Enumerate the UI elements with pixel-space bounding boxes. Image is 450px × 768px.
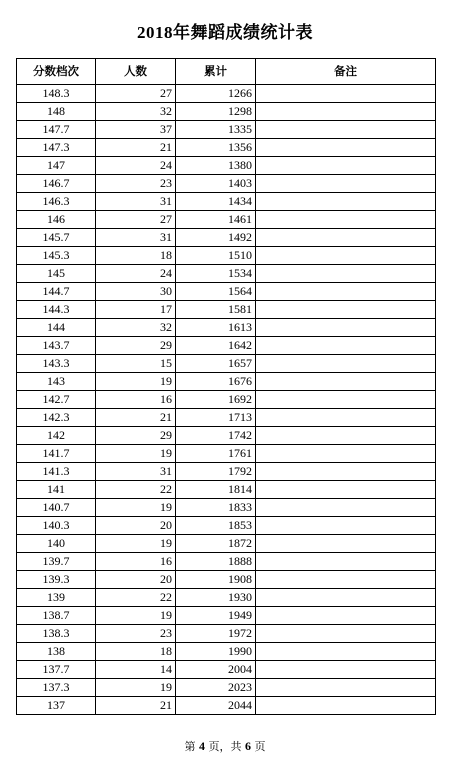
table-row (17, 121, 436, 139)
cell-count: 29 (96, 427, 176, 445)
table-row (17, 301, 436, 319)
cell-score-level: 141 (17, 481, 96, 499)
cell-remarks (256, 517, 436, 535)
cell-count: 19 (96, 607, 176, 625)
cell-score-level: 140.3 (17, 517, 96, 535)
table-row (17, 391, 436, 409)
table-row (17, 499, 436, 517)
cell-cumulative: 1510 (176, 247, 256, 265)
cell-cumulative: 1434 (176, 193, 256, 211)
cell-cumulative: 1380 (176, 157, 256, 175)
cell-score-level: 138.3 (17, 625, 96, 643)
table-row (17, 607, 436, 625)
cell-count: 18 (96, 247, 176, 265)
cell-count: 19 (96, 499, 176, 517)
cell-count: 14 (96, 661, 176, 679)
table-row (17, 517, 436, 535)
footer-total-pages: 6 (245, 739, 251, 753)
cell-score-level: 145.3 (17, 247, 96, 265)
cell-score-level: 148 (17, 103, 96, 121)
cell-cumulative: 1492 (176, 229, 256, 247)
footer-prefix: 第 (184, 740, 196, 753)
cell-cumulative: 1676 (176, 373, 256, 391)
cell-cumulative: 1792 (176, 463, 256, 481)
cell-cumulative: 1335 (176, 121, 256, 139)
cell-score-level: 143.3 (17, 355, 96, 373)
table-row (17, 175, 436, 193)
cell-remarks (256, 553, 436, 571)
cell-remarks (256, 499, 436, 517)
cell-remarks (256, 139, 436, 157)
cell-cumulative: 1814 (176, 481, 256, 499)
cell-cumulative: 1642 (176, 337, 256, 355)
table-row (17, 697, 436, 715)
cell-score-level: 147.7 (17, 121, 96, 139)
cell-count: 22 (96, 481, 176, 499)
table-row (17, 427, 436, 445)
table-row (17, 355, 436, 373)
cell-remarks (256, 157, 436, 175)
cell-cumulative: 1930 (176, 589, 256, 607)
cell-score-level: 142 (17, 427, 96, 445)
cell-cumulative: 1461 (176, 211, 256, 229)
table-row (17, 679, 436, 697)
cell-score-level: 146.7 (17, 175, 96, 193)
cell-score-level: 147 (17, 157, 96, 175)
cell-score-level: 144.3 (17, 301, 96, 319)
cell-remarks (256, 697, 436, 715)
cell-count: 16 (96, 553, 176, 571)
cell-count: 21 (96, 409, 176, 427)
cell-count: 31 (96, 229, 176, 247)
cell-cumulative: 1534 (176, 265, 256, 283)
cell-remarks (256, 373, 436, 391)
cell-score-level: 146.3 (17, 193, 96, 211)
table-row (17, 157, 436, 175)
cell-cumulative: 1742 (176, 427, 256, 445)
cell-remarks (256, 481, 436, 499)
cell-count: 21 (96, 139, 176, 157)
cell-cumulative: 1853 (176, 517, 256, 535)
cell-count: 37 (96, 121, 176, 139)
cell-score-level: 138.7 (17, 607, 96, 625)
cell-cumulative: 1990 (176, 643, 256, 661)
cell-remarks (256, 409, 436, 427)
table-row (17, 229, 436, 247)
cell-cumulative: 2004 (176, 661, 256, 679)
table-row (17, 445, 436, 463)
cell-remarks (256, 427, 436, 445)
cell-remarks (256, 571, 436, 589)
table-row (17, 103, 436, 121)
table-row (17, 463, 436, 481)
table-row (17, 553, 436, 571)
cell-score-level: 141.3 (17, 463, 96, 481)
cell-count: 22 (96, 589, 176, 607)
cell-score-level: 139 (17, 589, 96, 607)
cell-remarks (256, 319, 436, 337)
cell-remarks (256, 445, 436, 463)
cell-remarks (256, 229, 436, 247)
cell-remarks (256, 283, 436, 301)
cell-remarks (256, 193, 436, 211)
cell-count: 19 (96, 373, 176, 391)
table-row (17, 247, 436, 265)
header-score-level: 分数档次 (17, 59, 96, 85)
cell-cumulative: 1298 (176, 103, 256, 121)
footer-suffix: 页 (254, 740, 266, 753)
cell-remarks (256, 121, 436, 139)
cell-count: 17 (96, 301, 176, 319)
cell-remarks (256, 265, 436, 283)
cell-count: 23 (96, 625, 176, 643)
cell-count: 32 (96, 319, 176, 337)
table-row (17, 661, 436, 679)
header-cumulative: 累计 (176, 59, 256, 85)
cell-cumulative: 1266 (176, 85, 256, 103)
cell-count: 29 (96, 337, 176, 355)
table-row (17, 409, 436, 427)
cell-remarks (256, 679, 436, 697)
cell-count: 24 (96, 265, 176, 283)
cell-remarks (256, 85, 436, 103)
cell-count: 31 (96, 463, 176, 481)
cell-score-level: 147.3 (17, 139, 96, 157)
cell-count: 24 (96, 157, 176, 175)
cell-cumulative: 1564 (176, 283, 256, 301)
cell-cumulative: 1761 (176, 445, 256, 463)
cell-remarks (256, 661, 436, 679)
page-footer (0, 738, 450, 754)
cell-cumulative: 1833 (176, 499, 256, 517)
footer-middle: 页，共 (208, 740, 242, 753)
cell-count: 19 (96, 445, 176, 463)
table-row (17, 535, 436, 553)
cell-remarks (256, 463, 436, 481)
header-count: 人数 (96, 59, 176, 85)
cell-score-level: 143 (17, 373, 96, 391)
cell-count: 20 (96, 517, 176, 535)
table-row (17, 643, 436, 661)
table-row (17, 139, 436, 157)
table-row (17, 373, 436, 391)
cell-score-level: 139.3 (17, 571, 96, 589)
cell-remarks (256, 535, 436, 553)
cell-remarks (256, 211, 436, 229)
table-row (17, 589, 436, 607)
cell-remarks (256, 391, 436, 409)
footer-page-number: 4 (199, 739, 205, 753)
cell-count: 30 (96, 283, 176, 301)
table-row (17, 319, 436, 337)
cell-score-level: 146 (17, 211, 96, 229)
cell-count: 27 (96, 211, 176, 229)
cell-score-level: 139.7 (17, 553, 96, 571)
cell-score-level: 145 (17, 265, 96, 283)
cell-count: 31 (96, 193, 176, 211)
page-title: 2018年舞蹈成绩统计表 (137, 23, 313, 42)
table-row (17, 265, 436, 283)
cell-count: 19 (96, 679, 176, 697)
cell-cumulative: 1949 (176, 607, 256, 625)
cell-count: 16 (96, 391, 176, 409)
cell-score-level: 144 (17, 319, 96, 337)
cell-cumulative: 1713 (176, 409, 256, 427)
table-row (17, 625, 436, 643)
cell-remarks (256, 175, 436, 193)
cell-cumulative: 1888 (176, 553, 256, 571)
cell-cumulative: 2023 (176, 679, 256, 697)
cell-score-level: 140 (17, 535, 96, 553)
table-row (17, 283, 436, 301)
cell-score-level: 148.3 (17, 85, 96, 103)
cell-score-level: 145.7 (17, 229, 96, 247)
cell-remarks (256, 625, 436, 643)
cell-remarks (256, 589, 436, 607)
cell-count: 32 (96, 103, 176, 121)
cell-cumulative: 1356 (176, 139, 256, 157)
cell-remarks (256, 337, 436, 355)
cell-count: 15 (96, 355, 176, 373)
cell-score-level: 141.7 (17, 445, 96, 463)
cell-cumulative: 1972 (176, 625, 256, 643)
table-row (17, 337, 436, 355)
cell-remarks (256, 301, 436, 319)
score-table (16, 58, 436, 715)
cell-remarks (256, 643, 436, 661)
cell-cumulative: 1613 (176, 319, 256, 337)
cell-count: 20 (96, 571, 176, 589)
cell-score-level: 143.7 (17, 337, 96, 355)
cell-remarks (256, 247, 436, 265)
cell-cumulative: 2044 (176, 697, 256, 715)
header-remarks: 备注 (256, 59, 436, 85)
cell-score-level: 137 (17, 697, 96, 715)
cell-score-level: 142.7 (17, 391, 96, 409)
cell-count: 21 (96, 697, 176, 715)
table-header-row (17, 59, 436, 85)
cell-count: 23 (96, 175, 176, 193)
cell-cumulative: 1692 (176, 391, 256, 409)
cell-cumulative: 1403 (176, 175, 256, 193)
cell-score-level: 138 (17, 643, 96, 661)
cell-remarks (256, 607, 436, 625)
cell-count: 18 (96, 643, 176, 661)
cell-remarks (256, 103, 436, 121)
cell-cumulative: 1908 (176, 571, 256, 589)
table-row (17, 85, 436, 103)
table-row (17, 193, 436, 211)
table-body (17, 85, 436, 715)
cell-score-level: 137.3 (17, 679, 96, 697)
cell-count: 27 (96, 85, 176, 103)
table-row (17, 571, 436, 589)
table-row (17, 211, 436, 229)
table-row (17, 481, 436, 499)
cell-score-level: 137.7 (17, 661, 96, 679)
cell-cumulative: 1581 (176, 301, 256, 319)
cell-score-level: 142.3 (17, 409, 96, 427)
cell-cumulative: 1872 (176, 535, 256, 553)
cell-count: 19 (96, 535, 176, 553)
cell-score-level: 144.7 (17, 283, 96, 301)
cell-score-level: 140.7 (17, 499, 96, 517)
cell-remarks (256, 355, 436, 373)
cell-cumulative: 1657 (176, 355, 256, 373)
